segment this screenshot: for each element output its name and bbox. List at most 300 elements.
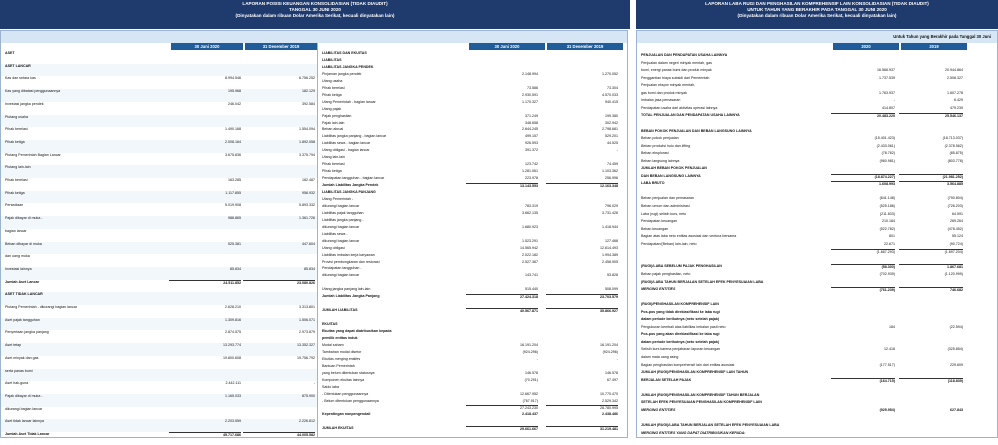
liab-col-2020: 30 Juni 2020	[469, 43, 545, 50]
balance-header-line: LAPORAN POSISI KEUANGAN KONSOLIDASIAN (TIDAK DIAUDIT)	[242, 1, 388, 6]
row-label: Kepentingan nonpengendali	[322, 412, 371, 417]
row-label: Ekuitas yang dapat diatribusikan kepada	[322, 329, 392, 333]
table-row	[318, 246, 628, 253]
row-label: MERGING ENTITIES YANG DAPAT DIATRIBUSIKAN KEPADA:	[641, 430, 746, 435]
value-current: 73.586	[527, 85, 538, 90]
row-label: Beban akrual	[322, 127, 344, 132]
table-row	[1, 292, 317, 305]
table-row	[637, 121, 997, 129]
value-current: (2.433.061)	[876, 143, 895, 148]
table-row	[318, 114, 628, 121]
row-label: dikurangi bagian lancar	[322, 238, 360, 243]
value-prior: 6.429	[954, 98, 963, 103]
value-prior: 956.932	[302, 190, 315, 195]
row-label: (RUGI)/LABA TAHUN BERJALAN SETELAH EFEK PENYESUAIAN LABA	[641, 279, 764, 284]
table-row	[318, 280, 628, 287]
row-label: Penggantian biaya subsidi dari Pemerintah	[641, 75, 710, 80]
row-label: Pihak ketiga	[322, 92, 342, 97]
row-label: Komponen ekuitas lainnya	[322, 377, 365, 382]
row-label: gas bumi dan produk minyak	[641, 90, 687, 95]
table-row	[637, 363, 997, 371]
row-label: pemilik entitas induk	[322, 335, 358, 340]
income-header-line: LAPORAN LABA RUGI DAN PENGHASILAN KOMPREHENSIF LAIN KONSOLIDASIAN (TIDAK DIAUDIT)	[705, 1, 929, 6]
table-row	[318, 329, 628, 336]
value-current: 1.763.937	[879, 90, 895, 95]
row-label: Jumlah Liabilitas Jangka Panjang	[322, 294, 380, 299]
table-row	[1, 267, 317, 280]
value-current: (18.874.227)	[831, 174, 895, 179]
row-label: Beban eksplorasi	[641, 151, 669, 156]
table-row	[637, 280, 997, 288]
value-current: 801	[889, 234, 895, 239]
value-current: 246.042	[228, 101, 241, 106]
table-row	[637, 61, 997, 69]
value-current: (15.401.423)	[874, 136, 895, 141]
row-label: Utang obligasi - bagian lancar	[322, 148, 370, 153]
value-prior: 55.124	[952, 234, 963, 239]
value-prior: 2.529.342	[602, 398, 618, 403]
value-current: 184	[889, 324, 895, 329]
table-row	[318, 287, 628, 294]
row-label: Utang jangka panjang lain-lain	[322, 287, 371, 292]
value-prior: 1.418.944	[602, 224, 618, 229]
value-current: (78.762)	[881, 151, 895, 156]
value-current: 783.319	[525, 203, 538, 208]
table-row	[318, 357, 628, 364]
row-label: LIABILITAS DAN EKUITAS	[322, 51, 367, 55]
table-row	[1, 191, 317, 204]
value-prior: (325.854)	[947, 347, 963, 352]
value-prior: 302.942	[605, 120, 618, 125]
income-header-line: (Dinyatakan dalam ribuan Dolar Amerika Serikat, kecuali dinyatakan lain)	[737, 13, 897, 18]
row-label: Bantuan Pemerintah	[322, 363, 355, 368]
table-row	[318, 176, 628, 183]
row-label: Utang lain-lain	[322, 155, 345, 160]
row-label: Imbalan jasa pemasaran	[641, 98, 681, 103]
value-prior: 182.487	[302, 178, 315, 182]
value-current: 2.874.575	[225, 330, 241, 335]
table-row	[637, 385, 997, 393]
table-row	[637, 196, 997, 204]
table-row	[637, 295, 997, 303]
table-row	[318, 155, 628, 162]
value-prior: 796.029	[605, 203, 618, 208]
row-label: dalam mata uang asing	[641, 355, 679, 359]
value-prior: 1.554.094	[299, 127, 315, 132]
value-current: -	[893, 98, 895, 103]
value-current: 223.978	[525, 176, 538, 181]
table-row	[318, 266, 628, 273]
value-prior: 229.609	[950, 362, 963, 367]
row-label: Pihak berelasi	[5, 178, 28, 182]
row-label: Utang obligasi	[322, 245, 345, 250]
value-prior: 28.780.995	[546, 405, 618, 410]
table-row	[318, 127, 628, 134]
value-prior: 1.103.362	[602, 169, 618, 174]
table-row	[637, 227, 997, 235]
income-statement-header	[636, 0, 998, 29]
value-current: 1.281.061	[522, 169, 538, 174]
value-prior: 2.438.486	[602, 412, 618, 417]
row-label: BEBAN POKOK PENJUALAN DAN BEBAN LANGSUNG LAINNYA	[641, 128, 752, 133]
value-prior: (21.981.252)	[899, 174, 963, 179]
row-label: Piutang Pemerintah - dikurangi bagian lancar	[5, 305, 77, 309]
table-row	[318, 72, 628, 79]
table-row	[637, 204, 997, 212]
value-current: 20.483.220	[831, 113, 895, 118]
row-label: ASET LANCAR	[5, 63, 31, 68]
row-label: dikurangi bagian lancar	[5, 406, 43, 411]
value-current: 210.184	[882, 219, 895, 224]
row-label: LABA BRUTO	[641, 181, 665, 186]
row-label: Piutang Pemerintah Bagian Lancar	[5, 152, 61, 157]
table-row	[637, 332, 997, 340]
table-row	[1, 356, 317, 369]
table-row	[637, 431, 997, 439]
table-row	[318, 100, 628, 107]
value-current: 525.381	[228, 241, 241, 246]
row-label: Utang pajak	[322, 106, 342, 111]
value-current: 143.741	[525, 273, 538, 278]
value-prior: 23.080.826	[243, 280, 315, 285]
value-prior: (90.724)	[949, 241, 963, 246]
value-current: (702.939)	[879, 271, 895, 276]
table-row	[637, 340, 997, 348]
table-row	[1, 343, 317, 356]
table-row	[1, 280, 317, 293]
row-label: JUMLAH LIABILITAS	[322, 308, 358, 313]
table-row	[318, 134, 628, 141]
table-row	[318, 141, 628, 148]
table-row	[318, 121, 628, 128]
row-label: Penjualan ekspor minyak mentah,	[641, 83, 696, 88]
row-label: - Ditentukan penggunaannya	[322, 391, 369, 396]
table-row	[1, 178, 317, 191]
value-current: 146.578	[525, 370, 538, 375]
row-label: yang belum ditentukan statusnya	[322, 370, 375, 375]
row-label: Utang Pemerintah - bagian lancar	[322, 99, 376, 104]
table-row	[318, 315, 628, 322]
table-row	[1, 115, 317, 128]
row-label: Beban pajak penghasilan, neto	[641, 271, 691, 276]
value-current: 1.309.816	[225, 317, 241, 322]
table-row	[1, 76, 317, 89]
value-prior: (1.120.999)	[944, 271, 963, 276]
table-row	[637, 249, 997, 257]
row-label: SETELAH EFEK PENYESUAIAN PENGHASILAN KOMPREHENSIF LAIN	[641, 400, 762, 405]
row-label: DAN BEBAN LANGSUNG LAINNYA	[641, 173, 701, 178]
value-current: 1.165.033	[225, 393, 241, 398]
value-prior: 67.497	[607, 377, 618, 382]
table-row	[637, 355, 997, 363]
value-prior: (803.778)	[947, 158, 963, 163]
table-row	[318, 336, 628, 343]
row-label: dalam periode berikutnya (neto setelah pajak)	[641, 339, 720, 344]
value-current: 2.022.182	[522, 252, 538, 257]
row-label: Persediaan	[5, 203, 24, 208]
value-prior: 2.226.812	[299, 419, 315, 424]
value-prior: 31.219.481	[546, 426, 618, 431]
table-row	[1, 407, 317, 420]
value-prior: 746.682	[899, 287, 963, 292]
value-prior: 23.703.579	[546, 294, 618, 299]
row-label: dikurangi bagian lancar	[322, 273, 360, 278]
value-prior: 2.798.681	[602, 127, 618, 132]
value-current: 195.968	[228, 89, 241, 94]
table-row	[637, 219, 997, 227]
value-current: (761.239)	[831, 287, 895, 292]
row-label: Pinjaman jangka pendek	[322, 71, 362, 76]
row-label: Pendapatan tangguhan -	[322, 266, 362, 271]
row-label: PENJUALAN DAN PENDAPATAN USAHA LAINNYA	[641, 53, 728, 57]
table-row	[318, 93, 628, 100]
table-row	[637, 129, 997, 137]
row-label: Aset hak-guna	[5, 381, 29, 386]
table-row	[318, 343, 628, 350]
value-prior: 3.564.885	[899, 181, 963, 186]
value-current: (70.291)	[524, 377, 538, 382]
table-row	[318, 239, 628, 246]
value-prior: 5.893.332	[299, 203, 315, 208]
table-row	[637, 378, 997, 386]
row-label: JUMLAH BEBAN POKOK PENJUALAN	[641, 166, 707, 171]
balance-header-line: (Dinyatakan dalam ribuan Dolar Amerika Serikat, kecuali dinyatakan lain)	[235, 13, 395, 18]
value-prior: 20.944.864	[945, 68, 963, 73]
table-row	[637, 68, 997, 76]
table-row	[637, 144, 997, 152]
table-row	[318, 190, 628, 197]
row-label: Penjualan dalam negeri minyak mentah, gas	[641, 60, 712, 65]
income-header-line: UNTUK TAHUN YANG BERAKHIR PADA TANGGAL 30 JUNI 2020	[747, 7, 887, 12]
value-current: 24.511.852	[169, 280, 241, 285]
row-label: Beban keuangan	[641, 226, 669, 231]
value-current: (641.148)	[879, 196, 895, 201]
value-prior: 508.099	[605, 287, 618, 292]
row-label: Pajak penghasilan	[322, 113, 352, 118]
row-label: dikurangi bagian lancar	[322, 203, 360, 208]
value-prior: 1.867.681	[899, 264, 963, 269]
row-label: Liabilitas imbalan kerja karyawan	[322, 252, 375, 257]
table-row	[1, 432, 317, 445]
value-prior: (478.452)	[947, 226, 963, 231]
row-label: Pendapatan tangguhan - bagian lancar	[322, 176, 385, 181]
row-label: Tambahan modal disetor	[322, 349, 362, 354]
value-prior: 479.239	[950, 105, 963, 110]
value-prior: 1.607.278	[947, 90, 963, 95]
value-current: 16.566.937	[877, 68, 895, 73]
value-current: 123.742	[525, 162, 538, 167]
value-current: 391.372	[525, 148, 538, 153]
row-label: (RUGI)/LABA SEBELUM PAJAK PENGHASILAN	[641, 264, 722, 269]
value-prior: 1.270.052	[602, 71, 618, 76]
value-current: 12.667.952	[520, 391, 538, 396]
row-label: Beban pokok penjualan	[641, 136, 679, 141]
table-row	[1, 381, 317, 394]
table-row	[1, 305, 317, 318]
value-prior: 19.756.792	[297, 355, 315, 360]
table-row	[1, 89, 317, 102]
value-current: (525.186)	[879, 204, 895, 208]
value-current: (177.517)	[879, 362, 895, 367]
value-prior: 2.458.905	[602, 259, 618, 264]
value-current: 515.440	[525, 287, 538, 292]
table-row	[318, 204, 628, 211]
table-row	[637, 272, 997, 280]
row-label: Pihak berelasi	[322, 85, 345, 90]
value-prior: (2.378.562)	[944, 143, 963, 148]
table-row	[318, 385, 628, 392]
value-prior: -	[313, 381, 315, 386]
row-label: Liabilitas jangka panjang -	[322, 217, 364, 222]
value-current: (58.300)	[831, 264, 895, 269]
value-current: 163.285	[228, 178, 241, 182]
value-prior: 16.191.204	[600, 342, 618, 347]
table-row	[1, 419, 317, 432]
row-label: TOTAL PENJUALAN DAN PENDAPATAN USAHA LAINNYA	[641, 113, 740, 118]
value-prior: 627.843	[950, 407, 963, 412]
value-prior: 12.163.348	[546, 183, 618, 188]
row-label: Investasi jangka pendek	[5, 101, 44, 106]
table-row	[318, 183, 628, 190]
row-label: JUMLAH (RUGI)/PENGHASILAN KOMPREHENSIF TAHUN BERJALAN	[641, 392, 760, 397]
value-current: 40.567.871	[466, 308, 538, 313]
table-row	[1, 203, 317, 216]
table-row	[318, 378, 628, 385]
row-label: dalam periode berikutnya (neto setelah pajak)	[641, 317, 720, 322]
row-label: EKUITAS	[322, 322, 338, 327]
value-prior: -	[616, 148, 618, 153]
table-row	[1, 229, 317, 242]
table-row	[637, 400, 997, 408]
value-current: 926.593	[525, 141, 538, 146]
row-label: bumi, energi panas bumi dan produk minyak	[641, 68, 712, 73]
value-prior: -	[616, 356, 618, 361]
table-row	[637, 166, 997, 174]
table-row	[1, 330, 317, 343]
table-row	[318, 148, 628, 155]
value-prior: 3.313.801	[299, 305, 315, 309]
liabilities-table	[318, 51, 628, 437]
table-row	[318, 65, 628, 72]
table-row	[318, 86, 628, 93]
value-prior: 875.900	[302, 393, 315, 398]
income-col-2020: 2020	[833, 43, 899, 50]
value-prior: 127.468	[605, 238, 618, 243]
row-label: Pengukuran kembali atas liabilitas imbalan pasti neto	[641, 324, 726, 329]
value-prior: 1.994.389	[602, 252, 618, 257]
row-label: dan uang muka	[5, 254, 30, 259]
table-row	[637, 151, 997, 159]
row-label: LIABILITAS JANGKA PANJANG	[322, 190, 376, 194]
table-row	[1, 318, 317, 331]
table-row	[637, 181, 997, 189]
table-row	[318, 294, 628, 301]
row-label: Pihak ketiga	[5, 190, 25, 195]
table-row	[637, 76, 997, 84]
table-row	[1, 369, 317, 382]
table-row	[318, 405, 628, 412]
value-prior: 199.380	[605, 113, 618, 118]
row-label: Pendapatan usaha dari aktivitas operasi lainnya	[641, 105, 718, 110]
row-label: MERGING ENTITIES	[641, 407, 676, 412]
income-table	[637, 53, 997, 437]
value-current: 13.143.553	[466, 183, 538, 188]
value-prior: 44.005.582	[243, 432, 315, 437]
value-prior: (1.697.204)	[899, 249, 963, 254]
value-current: 1.680.923	[522, 224, 538, 229]
value-prior: 256.996	[605, 176, 618, 181]
table-row	[1, 102, 317, 115]
row-label: Liabilitas pajak tangguhan	[322, 210, 364, 215]
row-label: Pihak berelasi	[5, 127, 28, 132]
value-current: 5.019.908	[225, 203, 241, 208]
table-row	[318, 412, 628, 419]
value-prior: (85.875)	[949, 151, 963, 156]
row-label: Piutang usaha	[5, 114, 28, 119]
value-current: 2.527.367	[522, 259, 538, 264]
value-prior: (924.296)	[602, 349, 618, 354]
table-row	[1, 127, 317, 140]
table-row	[637, 91, 997, 99]
table-row	[637, 53, 997, 61]
table-row	[637, 174, 997, 182]
table-row	[637, 415, 997, 423]
table-row	[637, 189, 997, 197]
period-header: Untuk Tahun yang Berakhir pada Tanggal 30 Juni	[893, 34, 991, 39]
row-label: BERJALAN SETELAH PAJAK	[641, 377, 692, 382]
row-label: Bagian atas laba neto entitas asosiasi dan ventura bersama	[641, 234, 737, 239]
value-prior: 12.614.493	[600, 245, 618, 250]
value-current: 22.671	[884, 241, 895, 246]
value-current: 414.807	[882, 105, 895, 110]
value-prior: 3.375.794	[299, 152, 315, 157]
row-label: Aset minyak dan gas	[5, 355, 39, 360]
value-prior: 35.866.927	[546, 308, 618, 313]
row-label: LIABILITAS	[322, 57, 342, 62]
value-prior: 1.361.726	[299, 216, 315, 221]
table-row	[318, 211, 628, 218]
value-current: 1.737.539	[879, 75, 895, 80]
income-top-band	[637, 31, 997, 43]
table-row	[637, 257, 997, 265]
table-row	[318, 51, 628, 58]
balance-sheet-header	[0, 0, 630, 29]
row-label: Modal saham	[322, 342, 344, 347]
value-current: (925.954)	[879, 407, 895, 412]
row-label: LIABILITAS JANGKA PENDEK	[322, 64, 374, 69]
table-row	[637, 310, 997, 318]
table-row	[637, 325, 997, 333]
table-row	[318, 399, 628, 406]
row-label: Pajak lain-lain	[322, 120, 345, 125]
value-current: 1.608.993	[831, 181, 895, 186]
row-label: Penyertaan jangka panjang	[5, 330, 49, 335]
assets-table	[1, 51, 317, 437]
value-current: 499.157	[525, 134, 538, 139]
row-label: Utang Pemerintah -	[322, 196, 354, 201]
value-prior: 182.129	[302, 89, 315, 94]
row-label: Jumlah Aset Tidak Lancar	[5, 432, 50, 436]
table-row	[318, 107, 628, 114]
table-row	[637, 98, 997, 106]
row-label: JUMLAH EKUITAS	[322, 426, 354, 431]
table-row	[318, 371, 628, 378]
table-row	[318, 260, 628, 267]
value-prior: (22.594)	[949, 324, 963, 329]
row-label: Pos-pos yang tidak direklasifikasi ke laba rugi	[641, 309, 720, 314]
row-label: Liabilitas jangka panjang - bagian lancar	[322, 134, 387, 139]
table-row	[637, 264, 997, 272]
